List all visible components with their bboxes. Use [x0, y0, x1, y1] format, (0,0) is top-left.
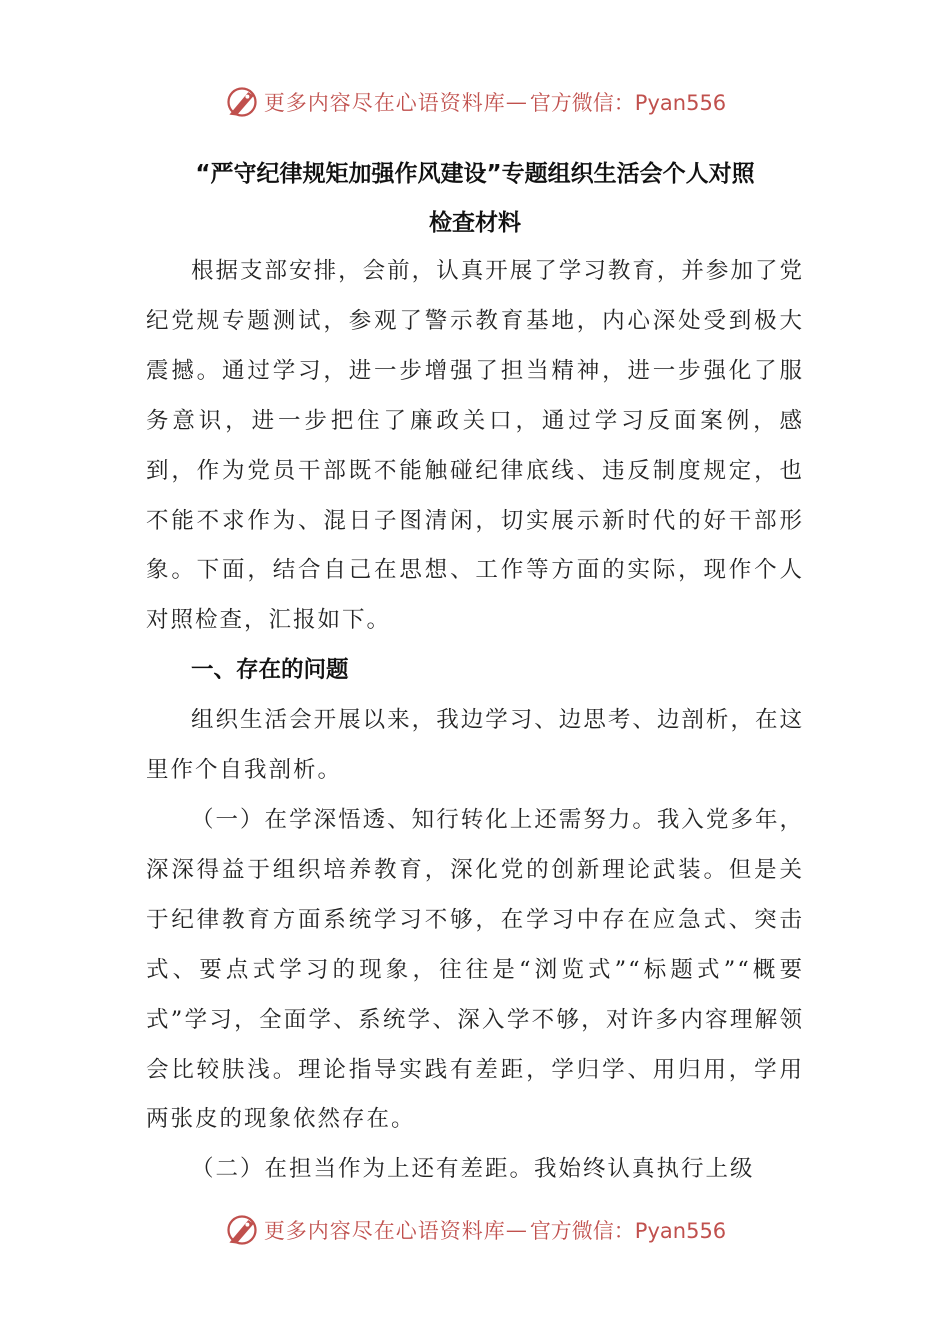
intro-paragraph: 根据支部安排，会前，认真开展了学习教育，并参加了党纪党规专题测试，参观了警示教育基地，内心深处受到极大震撼。通过学习，进一步增强了担当精神，进一步强化了服务意识，进一步把住了廉政关口，通过学习反面案例，感到，作为党员干部既不能触碰纪律底线、违反制度规定，也不能不求作为、混日子图清闲，切实展示新时代的好干部形象。下面，结合自己在思想、工作等方面的实际，现作个人对照检查，汇报如下。	[146, 258, 804, 634]
section-heading: 一、存在的问题	[191, 657, 349, 684]
watermark-contact: 官方微信：Pyan556	[529, 1219, 727, 1243]
document-title-continued: 检查材料	[429, 210, 521, 236]
footer-watermark	[0, 1210, 950, 1250]
problem-item-1: （一）在学深悟透、知行转化上还需努力。我入党多年，深深得益于组织培养教育，深化党的创新理论武装。但是关于纪律教育方面系统学习不够，在学习中存在应急式、突击式、要点式学习的现象，往往是“浏览式”“标题式”“概要式”学习，全面学、系统学、深入学不够，对许多内容理解领会比较肤浅。理论指导实践有差距，学归学、用归用，学用两张皮的现象依然存在。	[146, 806, 804, 1133]
document-title: “严守纪律规矩加强作风建设”专题组织生活会个人对照	[195, 161, 755, 187]
section-intro-paragraph: 组织生活会开展以来，我边学习、边思考、边剖析，在这里作个自我剖析。	[146, 707, 804, 784]
header-watermark	[0, 82, 950, 122]
pen-nib-logo-icon	[224, 84, 260, 120]
document-body	[146, 247, 804, 1195]
watermark-contact: 官方微信：Pyan556	[529, 91, 727, 115]
watermark-brand: 更多内容尽在心语资料库	[263, 1219, 506, 1243]
watermark-separator: —	[505, 1218, 528, 1242]
pen-nib-logo-icon	[224, 1212, 260, 1248]
problem-item-2: （二）在担当作为上还有差距。我始终认真执行上级	[191, 1156, 755, 1183]
watermark-brand: 更多内容尽在心语资料库	[263, 91, 506, 115]
watermark-separator: —	[505, 90, 528, 114]
